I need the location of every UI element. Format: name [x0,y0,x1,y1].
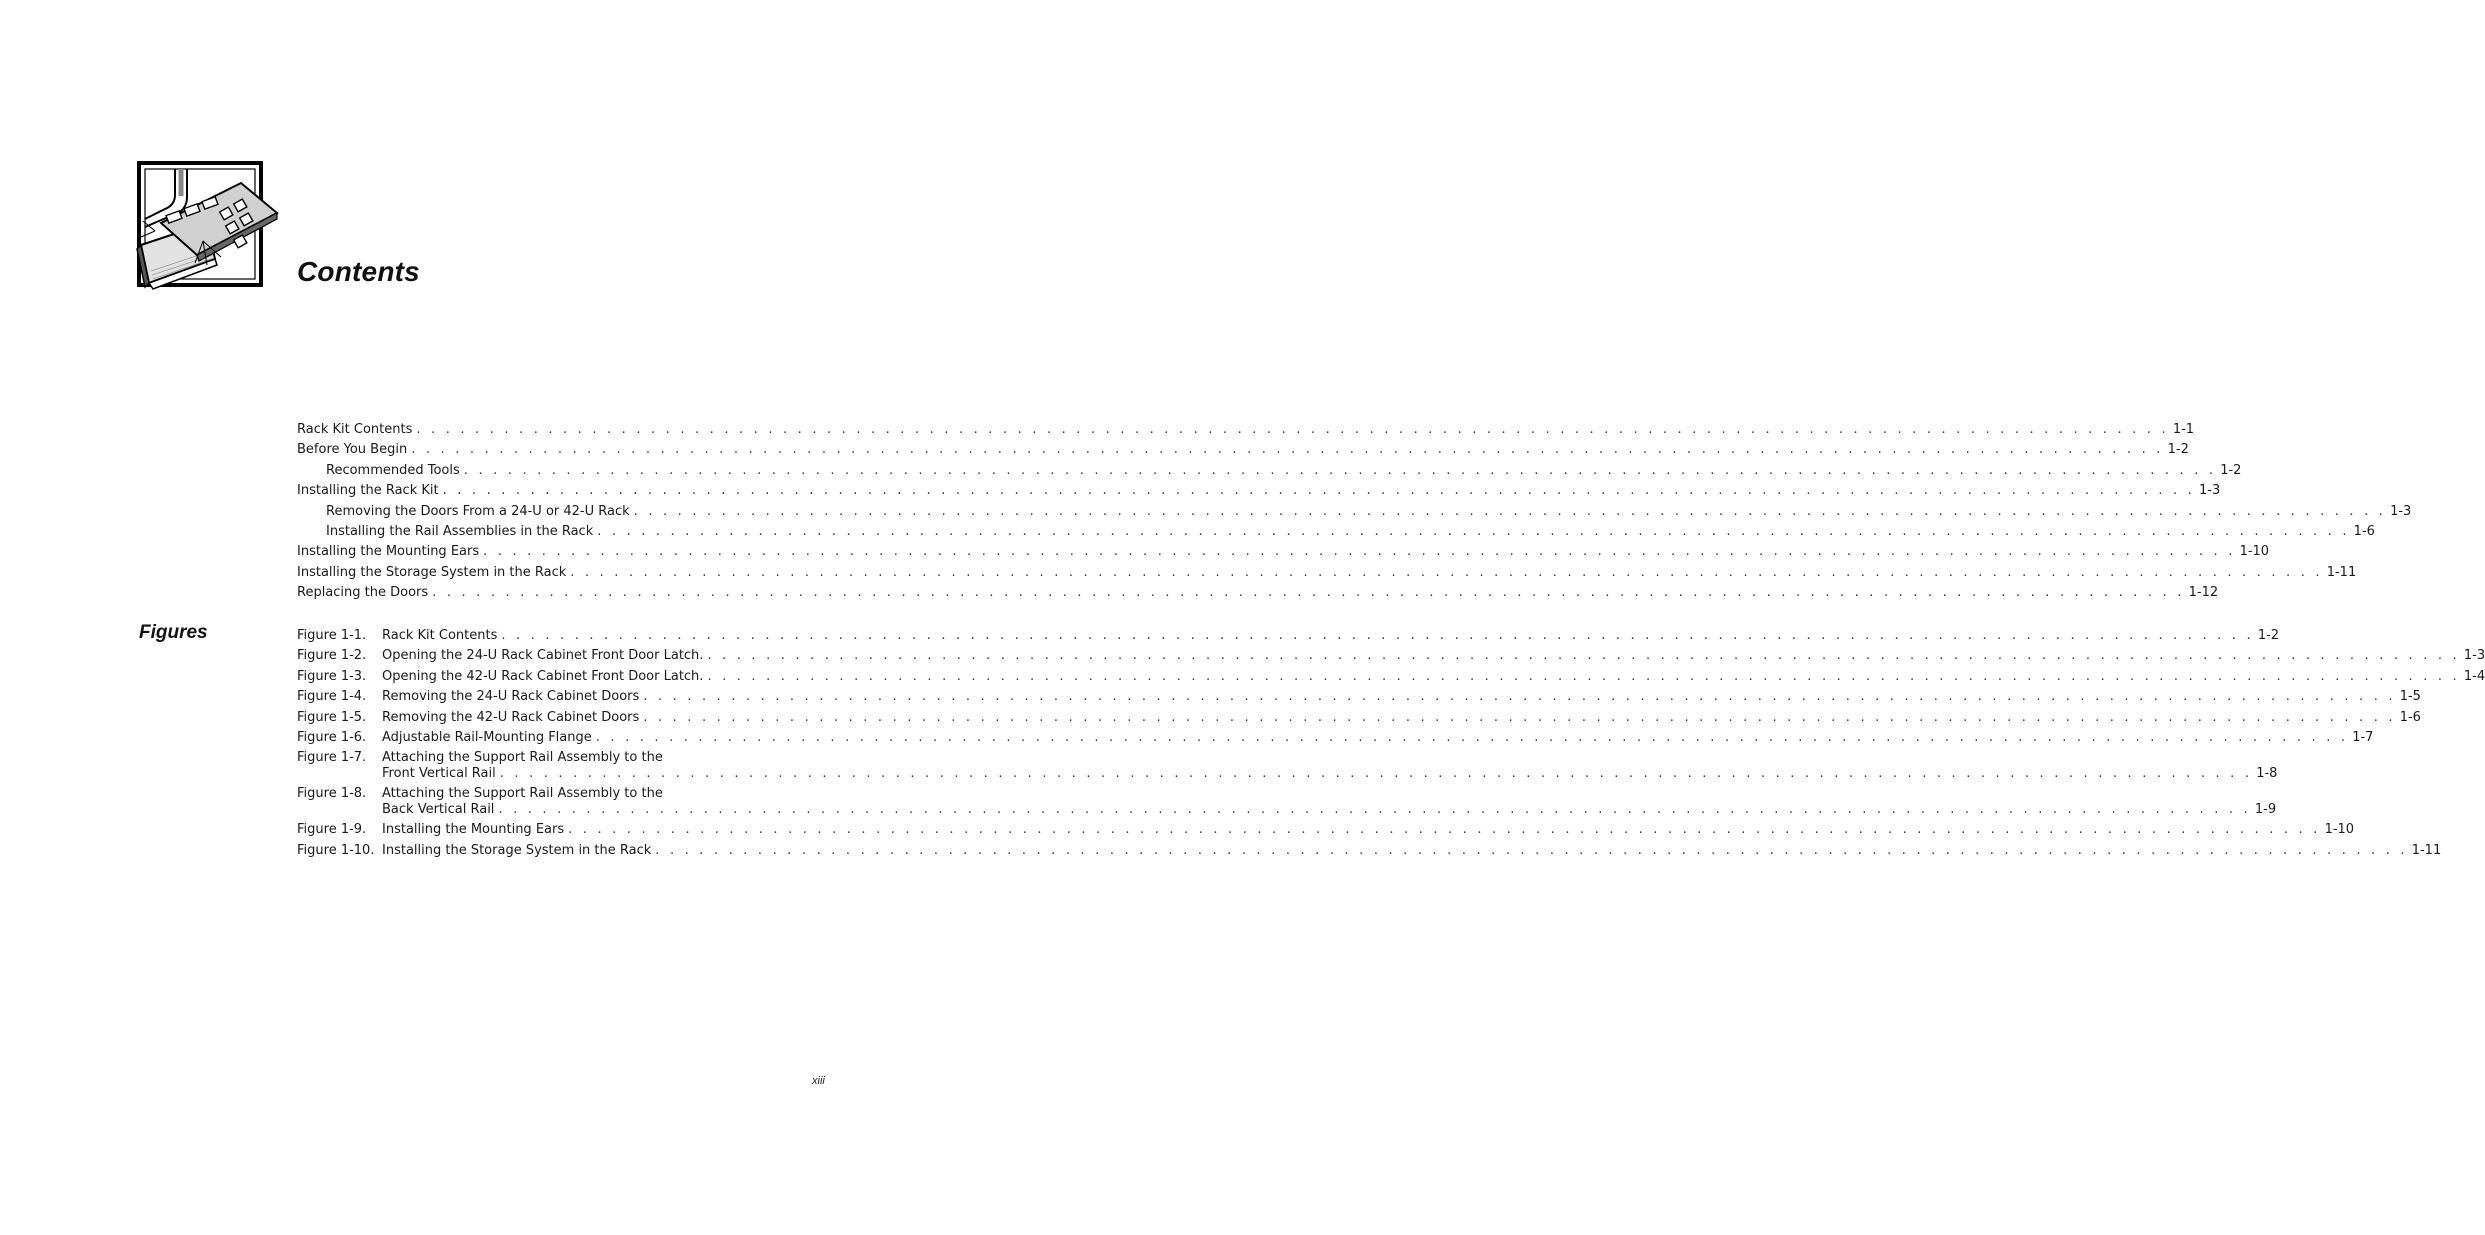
leader-dots: . . . . . . . . . . . . . . . . . . . . . . . . . . . . . . . . . . . . . . . . . . . . . . . . . . . . . . . . . . . . . . . . . . . . . . . . . . . . . . . . . . . . . . . . . . . . . . . . . . . . . . . . . . . . . . . . . . . . . . . . [707,648,2460,664]
figure-number: Figure 1-10. [297,842,375,858]
figure-page: 1-11 [2411,842,2442,858]
figure-title-line1: Attaching the Support Rail Assembly to the [382,786,663,802]
leader-dots: . . . . . . . . . . . . . . . . . . . . . . . . . . . . . . . . . . . . . . . . . . . . . . . . . . . . . . . . . . . . . . . . . . . . . . . . . . . . . . . . . . . . . . . . . . . . . . . . . . . . . . . . . . . . . . . . . . . . . . . . [432,585,2185,601]
leader-dots: . . . . . . . . . . . . . . . . . . . . . . . . . . . . . . . . . . . . . . . . . . . . . . . . . . . . . . . . . . . . . . . . . . . . . . . . . . . . . . . . . . . . . . . . . . . . . . . . . . . . . . . . . . . . . . . . . . . . . . . . [499,765,2253,781]
figures-heading: Figures [139,622,208,643]
figure-page: 1-6 [2399,709,2421,725]
toc-entry[interactable] [297,420,2195,440]
leader-dots: . . . . . . . . . . . . . . . . . . . . . . . . . . . . . . . . . . . . . . . . . . . . . . . . . . . . . . . . . . . . . . . . . . . . . . . . . . . . . . . . . . . . . . . . . . . . . . . . . . . . . . . . . . . . . . . . . . . . . . . . [501,628,2254,643]
figure-entry[interactable] [297,687,2421,707]
leader-dots: . . . . . . . . . . . . . . . . . . . . . . . . . . . . . . . . . . . . . . . . . . . . . . . . . . . . . . . . . . . . . . . . . . . . . . . . . . . . . . . . . . . . . . . . . . . . . . . . . . . . . . . . . . . . . . . . . . . . . . . . [643,689,2396,705]
figure-page: 1-3 [2463,648,2485,664]
toc-entry-title: Before You Begin [297,442,408,458]
leader-dots: . . . . . . . . . . . . . . . . . . . . . . . . . . . . . . . . . . . . . . . . . . . . . . . . . . . . . . . . . . . . . . . . . . . . . . . . . . . . . . . . . . . . . . . . . . . . . . . . . . . . . . . . . . . . . . . . . . . . . . . . [483,544,2236,560]
toc-entry[interactable] [297,461,2242,481]
figure-page: 1-9 [2254,801,2277,817]
page-number: xiii [812,1075,825,1087]
toc-entry[interactable] [297,502,2412,522]
figure-title: Rack Kit Contents [382,628,498,643]
toc-entry-title: Removing the Doors From a 24-U or 42-U Rack [326,503,630,519]
figure-page: 1-10 [2324,822,2355,838]
leader-dots: . . . . . . . . . . . . . . . . . . . . . . . . . . . . . . . . . . . . . . . . . . . . . . . . . . . . . . . . . . . . . . . . . . . . . . . . . . . . . . . . . . . . . . . . . . . . . . . . . . . . . . . . . . . . . . . . . . . . . . . . [442,483,2196,499]
leader-dots: . . . . . . . . . . . . . . . . . . . . . . . . . . . . . . . . . . . . . . . . . . . . . . . . . . . . . . . . . . . . . . . . . . . . . . . . . . . . . . . . . . . . . . . . . . . . . . . . . . . . . . . . . . . . . . . . . . . . . . . . [463,462,2217,478]
figure-title: Installing the Storage System in the Rack [382,842,652,858]
toc-entry-page: 1-2 [2220,462,2242,478]
leader-dots: . . . . . . . . . . . . . . . . . . . . . . . . . . . . . . . . . . . . . . . . . . . . . . . . . . . . . . . . . . . . . . . . . . . . . . . . . . . . . . . . . . . . . . . . . . . . . . . . . . . . . . . . . . . . . . . . . . . . . . . . [595,729,2349,745]
figure-number: Figure 1-2. [297,648,367,664]
toc-entry-page: 1-11 [2326,564,2357,580]
figure-entry[interactable] [297,708,2421,728]
toc-entry[interactable] [297,583,2219,603]
toc-entry-page: 1-2 [2167,442,2189,458]
toc-entry-page: 1-12 [2188,585,2219,601]
figure-title: Installing the Mounting Ears [382,822,565,838]
figure-number: Figure 1-1. [297,628,367,643]
toc-entry-title: Recommended Tools [326,462,460,478]
leader-dots: . . . . . . . . . . . . . . . . . . . . . . . . . . . . . . . . . . . . . . . . . . . . . . . . . . . . . . . . . . . . . . . . . . . . . . . . . . . . . . . . . . . . . . . . . . . . . . . . . . . . . . . . . . . . . . . . . . . . . . . . [597,523,2350,539]
toc-entry-page: 1-3 [2390,503,2412,519]
toc-entry[interactable] [297,542,2270,562]
toc-entry-title: Installing the Rail Assemblies in the Rack [326,523,594,539]
figure-page: 1-7 [2352,729,2374,745]
toc-entry-title: Rack Kit Contents [297,422,413,437]
figure-number: Figure 1-8. [297,786,367,802]
figure-page: 1-8 [2256,765,2278,781]
contents-list [297,420,2412,604]
figures-list [297,626,2485,861]
figure-number: Figure 1-9. [297,822,367,838]
leader-dots: . . . . . . . . . . . . . . . . . . . . . . . . . . . . . . . . . . . . . . . . . . . . . . . . . . . . . . . . . . . . . . . . . . . . . . . . . . . . . . . . . . . . . . . . . . . . . . . . . . . . . . . . . . . . . . . . . . . . . . . . [643,709,2396,725]
toc-entry[interactable] [297,481,2221,501]
toc-entry-page: 1-10 [2239,544,2270,560]
leader-dots: . . . . . . . . . . . . . . . . . . . . . . . . . . . . . . . . . . . . . . . . . . . . . . . . . . . . . . . . . . . . . . . . . . . . . . . . . . . . . . . . . . . . . . . . . . . . . . . . . . . . . . . . . . . . . . . . . . . . . . . . [655,842,2408,858]
figure-entry[interactable] [297,626,2280,646]
figure-entry[interactable] [297,841,2442,861]
figure-entry[interactable] [297,646,2485,666]
figure-entry[interactable] [297,667,2485,687]
leader-dots: . . . . . . . . . . . . . . . . . . . . . . . . . . . . . . . . . . . . . . . . . . . . . . . . . . . . . . . . . . . . . . . . . . . . . . . . . . . . . . . . . . . . . . . . . . . . . . . . . . . . . . . . . . . . . . . . . . . . . . . . [498,801,2251,817]
figure-entry[interactable] [297,728,2374,748]
leader-dots: . . . . . . . . . . . . . . . . . . . . . . . . . . . . . . . . . . . . . . . . . . . . . . . . . . . . . . . . . . . . . . . . . . . . . . . . . . . . . . . . . . . . . . . . . . . . . . . . . . . . . . . . . . . . . . . . . . . . . . . . [416,422,2169,437]
figure-title: Opening the 24-U Rack Cabinet Front Door Latch. [382,648,704,664]
figure-page: 1-2 [2257,628,2280,643]
figure-number: Figure 1-4. [297,689,367,705]
figure-number: Figure 1-5. [297,709,367,725]
toc-entry[interactable] [297,440,2189,460]
toc-entry-title: Installing the Storage System in the Rack [297,564,567,580]
figure-page: 1-4 [2463,668,2485,684]
toc-entry[interactable] [297,522,2375,542]
figure-entry[interactable] [297,784,2277,820]
figure-title: Removing the 42-U Rack Cabinet Doors [382,709,640,725]
toc-entry-title: Replacing the Doors [297,585,429,601]
figure-title-line1: Attaching the Support Rail Assembly to the [382,750,663,766]
toc-entry-title: Installing the Rack Kit [297,483,439,499]
leader-dots: . . . . . . . . . . . . . . . . . . . . . . . . . . . . . . . . . . . . . . . . . . . . . . . . . . . . . . . . . . . . . . . . . . . . . . . . . . . . . . . . . . . . . . . . . . . . . . . . . . . . . . . . . . . . . . . . . . . . . . . . [633,503,2387,519]
toc-entry-page: 1-1 [2172,422,2195,437]
figure-page: 1-5 [2399,689,2421,705]
leader-dots: . . . . . . . . . . . . . . . . . . . . . . . . . . . . . . . . . . . . . . . . . . . . . . . . . . . . . . . . . . . . . . . . . . . . . . . . . . . . . . . . . . . . . . . . . . . . . . . . . . . . . . . . . . . . . . . . . . . . . . . . [411,442,2164,458]
figure-entry[interactable] [297,748,2278,784]
page-title: Contents [297,256,420,287]
toc-entry[interactable] [297,563,2357,583]
figure-number: Figure 1-7. [297,750,367,766]
figure-title: Removing the 24-U Rack Cabinet Doors [382,689,640,705]
toc-entry-page: 1-6 [2353,523,2375,539]
figure-number: Figure 1-6. [297,729,367,745]
toc-entry-page: 1-3 [2199,483,2221,499]
figure-title: Adjustable Rail-Mounting Flange [382,729,592,745]
leader-dots: . . . . . . . . . . . . . . . . . . . . . . . . . . . . . . . . . . . . . . . . . . . . . . . . . . . . . . . . . . . . . . . . . . . . . . . . . . . . . . . . . . . . . . . . . . . . . . . . . . . . . . . . . . . . . . . . . . . . . . . . [570,564,2323,580]
toc-entry-title: Installing the Mounting Ears [297,544,480,560]
leader-dots: . . . . . . . . . . . . . . . . . . . . . . . . . . . . . . . . . . . . . . . . . . . . . . . . . . . . . . . . . . . . . . . . . . . . . . . . . . . . . . . . . . . . . . . . . . . . . . . . . . . . . . . . . . . . . . . . . . . . . . . . [568,822,2321,838]
figure-title: Opening the 42-U Rack Cabinet Front Door Latch. [382,668,704,684]
figure-title: Front Vertical Rail [382,765,496,781]
book-logo-icon [137,161,279,291]
figure-entry[interactable] [297,820,2355,840]
figure-number: Figure 1-3. [297,668,367,684]
leader-dots: . . . . . . . . . . . . . . . . . . . . . . . . . . . . . . . . . . . . . . . . . . . . . . . . . . . . . . . . . . . . . . . . . . . . . . . . . . . . . . . . . . . . . . . . . . . . . . . . . . . . . . . . . . . . . . . . . . . . . . . . [707,668,2460,684]
figure-title: Back Vertical Rail [382,801,495,817]
